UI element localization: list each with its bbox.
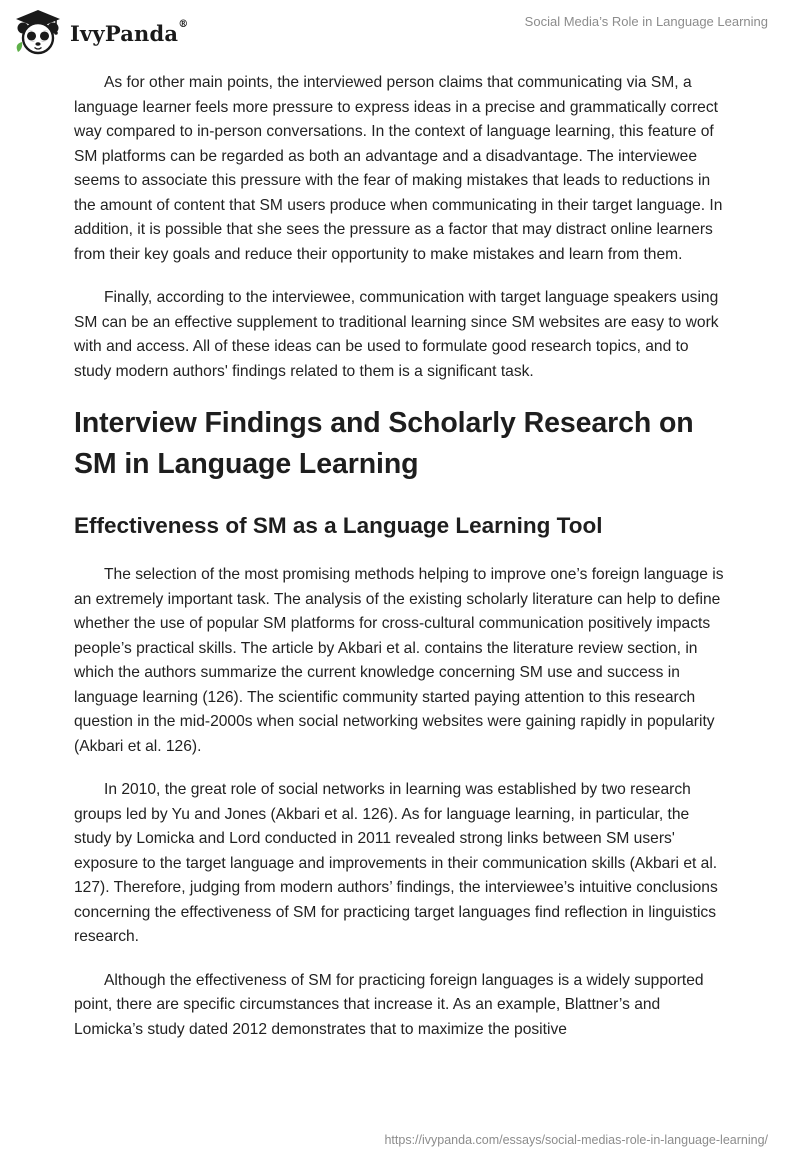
body-paragraph: In 2010, the great role of social networks in learning was established by two research groups led by Yu and Jones (Akbari et al. 126). As for language learning, in particular, the study by Lomicka and Lord conducted in 2011 revealed strong links between SM users' exposure to the target language and improvements in their communication skills (Akbari et al. 127). Therefore, judging from modern authors’ findings, the interviewee’s intuitive conclusions concerning the effectiveness of SM for practicing target languages find reflection in linguistics research. xyxy=(74,781,718,945)
panda-graduate-icon xyxy=(12,8,64,56)
ivypanda-logo[interactable] xyxy=(12,8,188,56)
body-paragraph: Although the effectiveness of SM for practicing foreign languages is a widely supported point, there are specific circumstances that increase it. As an example, Blattner’s and Lomicka’s study dated 2012 demonstrates that to maximize the positive xyxy=(74,971,704,1038)
body-paragraph: As for other main points, the interviewed person claims that communicating via SM, a language learner feels more pressure to express ideas in a precise and grammatically correct way compared to in-person conversations. In the context of language learning, this feature of SM platforms can be regarded as both an advantage and a disadvantage. The interviewee seems to associate this pressure with the fear of making mistakes that leads to reductions in the amount of content that SM users produce when communicating in their target language. In addition, it is possible that she sees the pressure as a factor that may distract online learners from their key goals and reduce their opportunity to make mistakes and learn from them. xyxy=(74,74,723,263)
page-header xyxy=(0,0,800,64)
source-url[interactable]: https://ivypanda.com/essays/social-medias-role-in-language-learning/ xyxy=(384,1133,768,1147)
essay-body xyxy=(74,71,728,1061)
body-paragraph: The selection of the most promising methods helping to improve one’s foreign language is an extremely important task. The analysis of the existing scholarly literature can help to define whether the use of popular SM platforms for cross-cultural communication positively impacts people’s practical skills. The article by Akbari et al. contains the literature review section, in which the authors summarize the current knowledge concerning SM use and success in language learning (126). The scientific community started paying attention to this research question in the mid-2000s when social networking websites were gaining rapidly in popularity (Akbari et al. 126). xyxy=(74,566,724,755)
subsection-heading: Effectiveness of SM as a Language Learning Tool xyxy=(74,513,603,538)
brand-name: IvyPanda® xyxy=(70,18,189,46)
document-title: Social Media’s Role in Language Learning xyxy=(524,14,768,29)
section-heading: Interview Findings and Scholarly Research on SM in Language Learning xyxy=(74,407,694,480)
body-paragraph: Finally, according to the interviewee, communication with target language speakers using SM can be an effective supplement to traditional learning since SM websites are easy to work with and access. All of these ideas can be used to formulate good research topics, and to study modern authors' findings related to them is a significant task. xyxy=(74,289,719,380)
